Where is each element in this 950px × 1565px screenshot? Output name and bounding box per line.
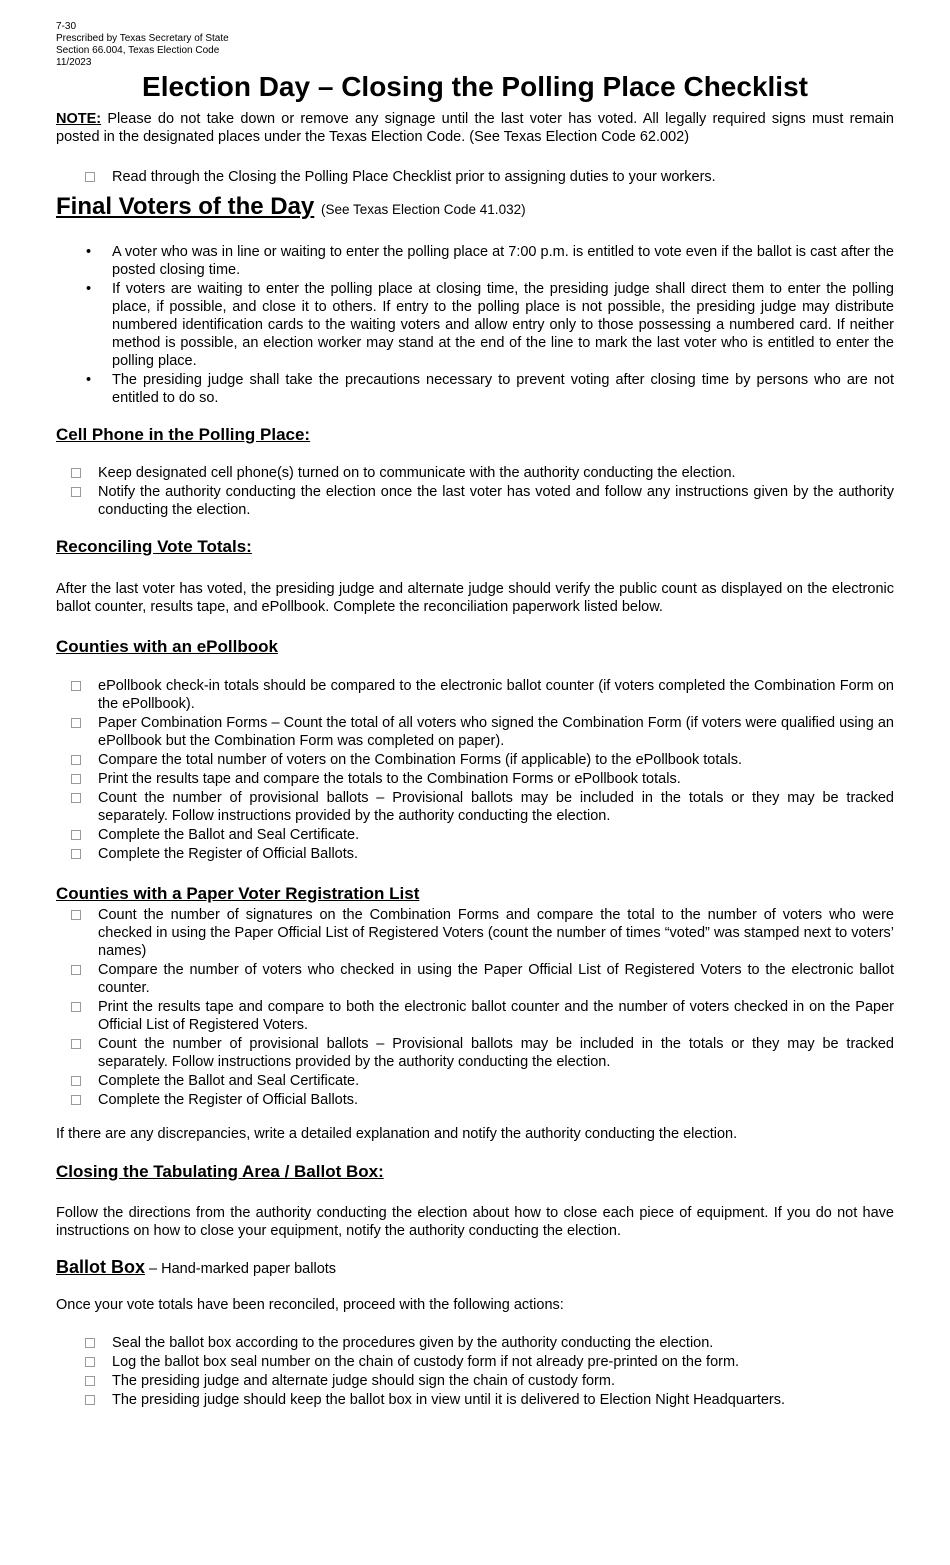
tabulating-paragraph: Follow the directions from the authority conducting the election about how to close each piece of equipment. If you do not have instructions on how to close your equipment, notify the authority conducting the election.	[56, 1205, 894, 1239]
page-title: Election Day – Closing the Polling Place Checklist	[142, 71, 808, 102]
intro-checklist	[56, 168, 894, 187]
reconciling-heading: Reconciling Vote Totals:	[56, 537, 252, 556]
checklist-item: Count the number of provisional ballots – Provisional ballots may be included in the totals or they may be tracked separately. Follow instructions provided by the authority conducting the election.	[56, 1035, 894, 1071]
final-voters-reference: (See Texas Election Code 41.032)	[320, 202, 526, 217]
form-number: 7-30	[56, 21, 77, 32]
checkbox-icon[interactable]	[71, 1039, 81, 1049]
note-paragraph	[56, 110, 894, 146]
checkbox-icon[interactable]	[71, 487, 81, 497]
checklist-item: Compare the number of voters who checked in using the Paper Official List of Registered Voters to the electronic ballot counter.	[56, 961, 894, 997]
bullet-icon: •	[86, 372, 92, 388]
bullet-item: • If voters are waiting to enter the polling place at closing time, the presiding judge shall direct them to enter the polling place, if possible, and close it to others. If entry to the polling place is not possible, the presiding judge may distribute numbered identification cards to the waiting voters and allow entry only to those possessing a numbered card. If neither method is possible, an election worker may stand at the end of the line to mark the last voter who is entitled to enter the polling place.	[86, 281, 894, 369]
reconciling-paragraph: After the last voter has voted, the presiding judge and alternate judge should verify the public count as displayed on the electronic ballot counter, results tape, and ePollbook. Complete the reconciliation paperwork listed below.	[56, 581, 894, 615]
checklist-item: Log the ballot box seal number on the chain of custody form if not already pre-printed on the form.	[56, 1353, 894, 1371]
checklist-item: Notify the authority conducting the election once the last voter has voted and follow any instructions given by the authority conducting the election.	[56, 483, 894, 519]
checkbox-icon[interactable]	[71, 755, 81, 765]
paper-list-checklist	[56, 906, 894, 1110]
checkbox-icon[interactable]	[85, 1395, 95, 1405]
checklist-item: Compare the total number of voters on the Combination Forms (if applicable) to the ePollbook totals.	[56, 751, 894, 769]
checkbox-icon[interactable]	[85, 1376, 95, 1386]
note-label: NOTE:	[56, 111, 102, 127]
form-date: 11/2023	[56, 57, 92, 68]
checkbox-icon[interactable]	[71, 718, 81, 728]
tabulating-heading: Closing the Tabulating Area / Ballot Box:	[56, 1162, 384, 1181]
bullet-icon: •	[86, 244, 92, 260]
checkbox-icon[interactable]	[71, 468, 81, 478]
checkbox-icon[interactable]	[71, 1095, 81, 1105]
checkbox-icon[interactable]	[85, 1338, 95, 1348]
checkbox-icon[interactable]	[71, 1076, 81, 1086]
checklist-item: Complete the Ballot and Seal Certificate.	[56, 826, 894, 844]
final-voters-heading: Final Voters of the Day (See Texas Election Code 41.032)	[56, 193, 526, 220]
checkbox-icon[interactable]	[71, 910, 81, 920]
checkbox-icon[interactable]	[71, 681, 81, 691]
checklist-item: Keep designated cell phone(s) turned on to communicate with the authority conducting the election.	[56, 464, 894, 482]
checkbox-icon[interactable]	[85, 1357, 95, 1367]
ballot-box-heading: Ballot Box – Hand-marked paper ballots	[56, 1257, 337, 1277]
checkbox-icon[interactable]	[71, 793, 81, 803]
bullet-item: • The presiding judge shall take the precautions necessary to prevent voting after closing time by persons who are not entitled to do so.	[86, 372, 894, 406]
checklist-item: The presiding judge and alternate judge should sign the chain of custody form.	[56, 1372, 894, 1390]
paper-list-heading: Counties with a Paper Voter Registration List	[56, 884, 420, 903]
checklist-item: Seal the ballot box according to the procedures given by the authority conducting the election.	[56, 1334, 894, 1352]
checklist-item: The presiding judge should keep the ballot box in view until it is delivered to Election Night Headquarters.	[56, 1391, 894, 1409]
epollbook-heading: Counties with an ePollbook	[56, 637, 278, 656]
checkbox-icon[interactable]	[71, 830, 81, 840]
prescribed-by: Prescribed by Texas Secretary of State	[56, 33, 229, 44]
ballot-box-intro: Once your vote totals have been reconciled, proceed with the following actions:	[56, 1297, 564, 1313]
checkbox-icon[interactable]	[71, 849, 81, 859]
checkbox-icon[interactable]	[71, 774, 81, 784]
bullet-item: • A voter who was in line or waiting to enter the polling place at 7:00 p.m. is entitled to vote even if the ballot is cast after the posted closing time.	[86, 244, 894, 278]
checklist-item: Count the number of provisional ballots – Provisional ballots may be included in the totals or they may be tracked separately. Follow instructions provided by the authority conducting the election.	[56, 789, 894, 825]
checklist-item: ePollbook check-in totals should be compared to the electronic ballot counter (if voters completed the Combination Form on the ePollbook).	[56, 677, 894, 713]
form-header	[56, 21, 229, 69]
epollbook-checklist	[56, 677, 894, 864]
checkbox-icon[interactable]	[71, 1002, 81, 1012]
checklist-item: Paper Combination Forms – Count the total of all voters who signed the Combination Form (if voters were qualified using an ePollbook but the Combination Form was completed on paper).	[56, 714, 894, 750]
cell-phone-checklist	[56, 464, 894, 520]
ballot-box-checklist	[56, 1334, 894, 1410]
checklist-item: Print the results tape and compare the totals to the Combination Forms or ePollbook totals.	[56, 770, 894, 788]
final-voters-list	[56, 243, 894, 408]
checklist-item: Complete the Register of Official Ballots.	[56, 845, 894, 863]
ballot-box-subtitle: – Hand-marked paper ballots	[145, 1261, 337, 1277]
checklist-item: Print the results tape and compare to both the electronic ballot counter and the number of voters checked in on the Paper Official List of Registered Voters.	[56, 998, 894, 1034]
checkbox-icon[interactable]	[71, 965, 81, 975]
note-text: Please do not take down or remove any signage until the last voter has voted. All legally required signs must remain posted in the designated places under the Texas Election Code. (See Texas Election Code 62.002)	[56, 111, 894, 145]
statute-section: Section 66.004, Texas Election Code	[56, 45, 220, 56]
bullet-icon: •	[86, 281, 92, 297]
cell-phone-heading: Cell Phone in the Polling Place:	[56, 425, 311, 444]
checklist-item: Complete the Register of Official Ballots.	[56, 1091, 894, 1109]
discrepancies-paragraph: If there are any discrepancies, write a detailed explanation and notify the authority conducting the election.	[56, 1126, 738, 1142]
checklist-item: Count the number of signatures on the Combination Forms and compare the total to the number of voters who were checked in using the Paper Official List of Registered Voters (count the number of times “voted” was stamped next to voters’ names)	[56, 906, 894, 960]
checklist-item: Read through the Closing the Polling Place Checklist prior to assigning duties to your workers.	[56, 168, 894, 186]
checklist-item: Complete the Ballot and Seal Certificate.	[56, 1072, 894, 1090]
checkbox-icon[interactable]	[85, 172, 95, 182]
